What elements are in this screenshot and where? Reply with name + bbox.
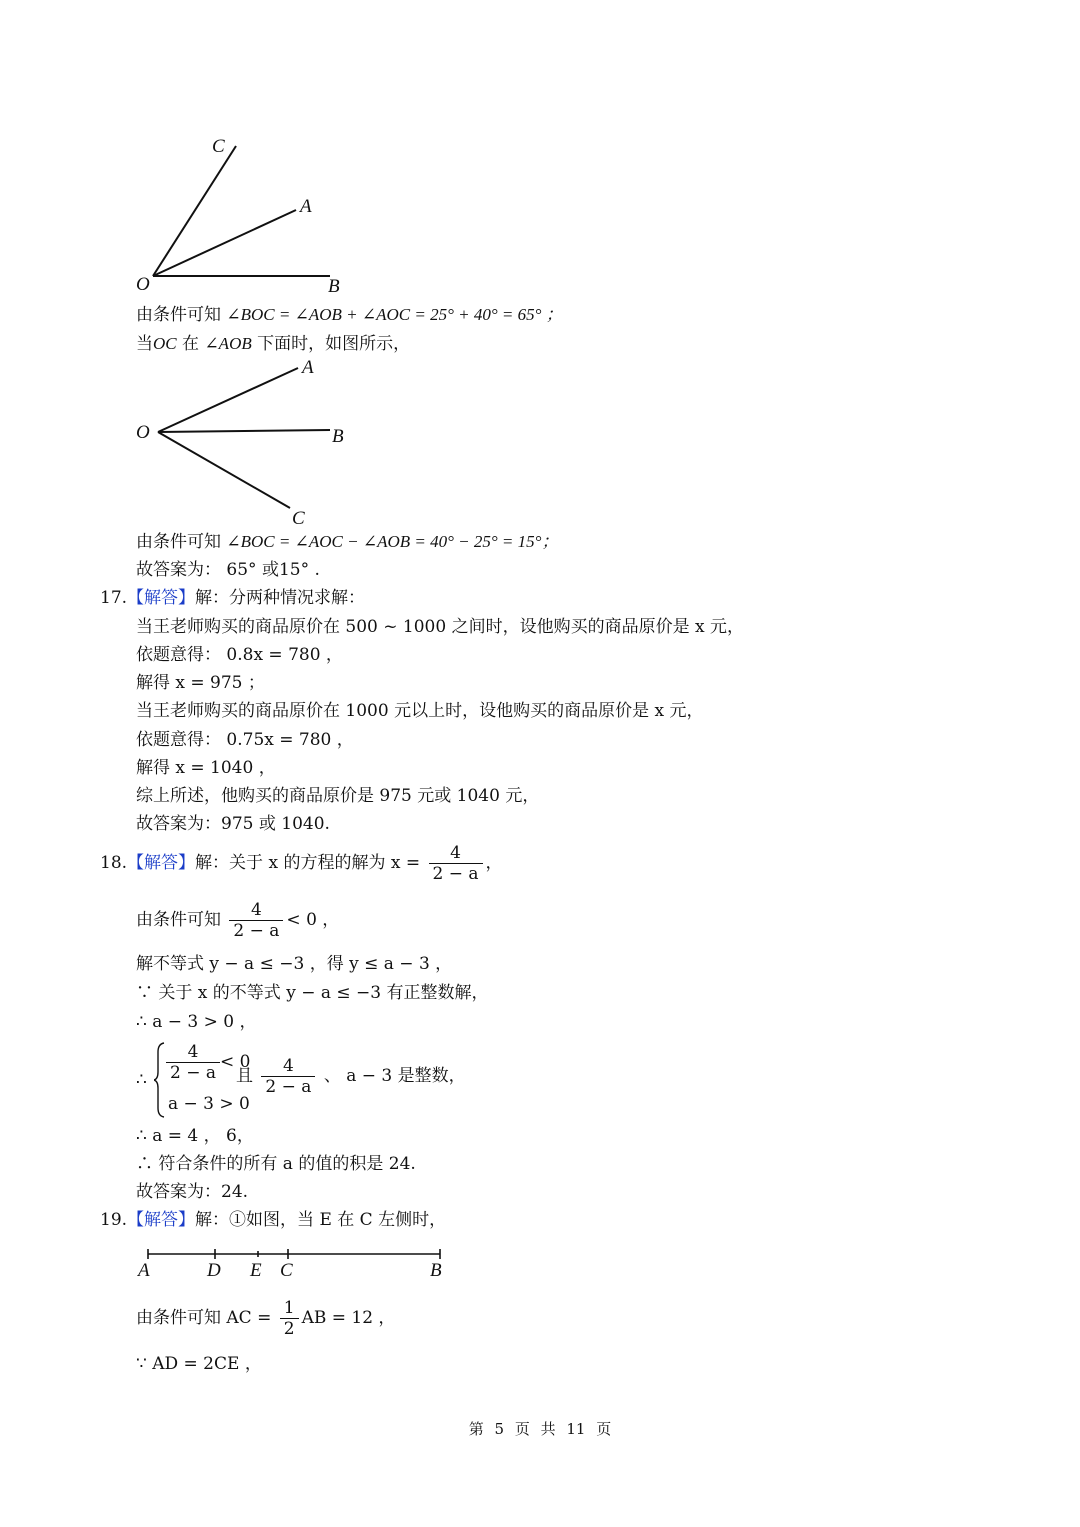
q17-line-1: 当王老师购买的商品原价在 500 ~ 1000 之间时，设他购买的商品原价是 x 元， bbox=[136, 617, 744, 637]
q18-header: 18.【解答】解：关于 x 的方程的解为 x = $\frac{4}{2 - a}$ ， bbox=[100, 843, 503, 884]
q17-header: 17.【解答】解：分两种情况求解： bbox=[100, 588, 366, 608]
fraction: $\frac{4}{2 - a}$ bbox=[261, 1056, 315, 1097]
brace-icon bbox=[154, 1042, 166, 1118]
label-o: O bbox=[136, 422, 150, 443]
label-c: C bbox=[212, 136, 225, 157]
q17-line-6: 解得 x = 1040 ， bbox=[136, 758, 276, 778]
q17-line-8: 故答案为：975 或 1040. bbox=[136, 814, 330, 834]
label-c: C bbox=[280, 1260, 293, 1281]
segment-figure bbox=[130, 1244, 460, 1284]
q18-line-2: 解不等式 y − a ≤ −3 ，得 y ≤ a − 3 ， bbox=[136, 954, 453, 974]
q16-line-2: 当OC 在 ∠AOB 下面时，如图所示， bbox=[136, 334, 411, 354]
answer-tag: 【解答】 bbox=[127, 853, 196, 873]
label-d: D bbox=[207, 1260, 221, 1281]
label-a: A bbox=[302, 357, 314, 378]
label-b: B bbox=[430, 1260, 442, 1281]
q16-line-1: 由条件可知 ∠BOC = ∠AOB + ∠AOC = 25° + 40° = 65° ； bbox=[136, 305, 563, 325]
system-condition: 且 $\frac{4}{2 - a}$ 、 a − 3 是整数， bbox=[236, 1056, 466, 1097]
ray-oa bbox=[158, 368, 298, 432]
angle-figure-1 bbox=[130, 130, 360, 300]
ray-oc bbox=[158, 432, 290, 508]
q17-line-3: 解得 x = 975 ； bbox=[136, 673, 265, 693]
ray-ob bbox=[158, 430, 330, 432]
q18-line-4: ∴ a − 3 > 0 ， bbox=[136, 1012, 257, 1032]
fraction: $\frac{4}{2 - a}$ bbox=[166, 1042, 220, 1083]
system-row-1: $\frac{4}{2 - a}$ < 0 bbox=[166, 1042, 250, 1083]
fraction: $\frac{4}{2 - a}$ bbox=[229, 900, 283, 941]
label-a: A bbox=[300, 196, 312, 217]
q18-line-7: ∴ 符合条件的所有 a 的值的积是 24. bbox=[136, 1154, 416, 1174]
q17-line-5: 依题意得： 0.75x = 780 ， bbox=[136, 730, 354, 750]
q17-line-2: 依题意得： 0.8x = 780 ， bbox=[136, 645, 343, 665]
document-page: C A O B 由条件可知 ∠BOC = ∠AOB + ∠AOC = 25° + 40° = 65° ； 当OC 在 ∠AOB 下面时，如图所示， A O B C 由条件可知 ∠BOC = ∠AOC − ∠AOB = 40° − 25° = 15°； 故答案为： 65° 或15° . 17.【解答】解：分两种情况求解： 当王老师购买的商品原价在 500 ~ 1000 之间时，设他购买的商品原价是 x 元， 依题意得： 0.8x = 780 ， 解得 x = 975 ； 当王老师购买的商品原价在 1000 元以上时，设他购买的商品原价是 x 元， 依题意得： 0.75x = 780 ， 解得 x = 1040 ， 综上所述，他购买的商品原价是 975 元或 1040 元， 故答案为：975 或 1040. 18.【解答】解：关于 x 的方程的解为 x = $\frac{4}{2 - a}$ ， 由条件可知 $\frac{4}{2 - a}$ < 0 ， 解不等式 y − a ≤ −3 ，得 y ≤ a − 3 ， ∵ 关于 x 的不等式 y − a ≤ −3 有正整数解， ∴ a − 3 > 0 ， ∴ $\frac{4}{2 - a}$ < 0 a − 3 > 0 且 $\frac{4}{2 - a}$ 、 a − 3 是整数， ∴ a = 4 ， 6， ∴ 符合条件的所有 a 的值的积是 24. 故答案为：24. 19.【解答】解：①如图，当 E 在 C 左侧时， A D E C B 由条件可知 AC = $\frac{1}{2}$ AB = 12 ， ∵ AD = 2CE ， 第 5 页 共 11 页 bbox=[0, 0, 1080, 1527]
q19-header: 19.【解答】解：①如图，当 E 在 C 左侧时， bbox=[100, 1210, 447, 1230]
q19-line-1: 由条件可知 AC = $\frac{1}{2}$ AB = 12 ， bbox=[136, 1298, 396, 1339]
system-row-2: a − 3 > 0 bbox=[168, 1094, 250, 1114]
page-footer: 第 5 页 共 11 页 bbox=[468, 1420, 612, 1438]
q19-line-2: ∵ AD = 2CE ， bbox=[136, 1354, 262, 1374]
answer-tag: 【解答】 bbox=[127, 1210, 196, 1230]
fraction: $\frac{4}{2 - a}$ bbox=[429, 843, 483, 884]
q17-line-7: 综上所述，他购买的商品原价是 975 元或 1040 元， bbox=[136, 786, 540, 806]
q18-line-6: ∴ a = 4 ， 6， bbox=[136, 1126, 254, 1146]
label-b: B bbox=[332, 426, 344, 447]
q18-line-1: 由条件可知 $\frac{4}{2 - a}$ < 0 ， bbox=[136, 900, 340, 941]
label-c: C bbox=[292, 508, 305, 528]
angle-figure-2 bbox=[130, 356, 360, 528]
q16-line-3: 由条件可知 ∠BOC = ∠AOC − ∠AOB = 40° − 25° = 15°； bbox=[136, 532, 559, 552]
label-a: A bbox=[138, 1260, 150, 1281]
fraction: $\frac{1}{2}$ bbox=[280, 1298, 299, 1339]
q18-line-3: ∵ 关于 x 的不等式 y − a ≤ −3 有正整数解， bbox=[136, 983, 489, 1003]
label-e: E bbox=[250, 1260, 262, 1281]
q18-line-8: 故答案为：24. bbox=[136, 1182, 249, 1202]
label-b: B bbox=[328, 276, 340, 297]
answer-tag: 【解答】 bbox=[127, 588, 196, 608]
q17-line-4: 当王老师购买的商品原价在 1000 元以上时，设他购买的商品原价是 x 元， bbox=[136, 701, 704, 721]
q16-answer: 故答案为： 65° 或15° . bbox=[136, 560, 320, 580]
label-o: O bbox=[136, 274, 150, 295]
